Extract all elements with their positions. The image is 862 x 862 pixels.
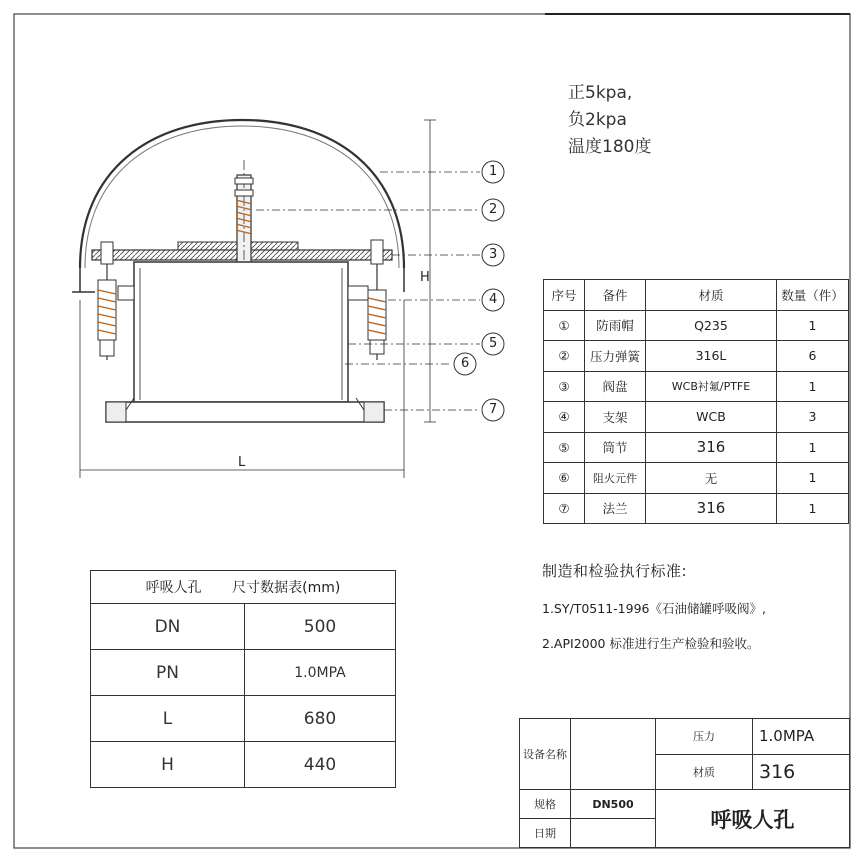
callout-4: 4 xyxy=(489,292,498,307)
header-part: 备件 xyxy=(585,280,646,311)
table-row xyxy=(91,742,396,788)
bottom-flange xyxy=(106,402,384,422)
dimension-key: PN xyxy=(91,650,245,696)
dimension-key: DN xyxy=(91,604,245,650)
callout-3: 3 xyxy=(489,247,498,262)
row-quantity: 6 xyxy=(777,341,849,372)
row-material: 316 xyxy=(646,432,777,463)
row-part: 支架 xyxy=(585,402,646,433)
dimension-value: 680 xyxy=(245,696,396,742)
dimension-key: L xyxy=(91,696,245,742)
row-seq: ② xyxy=(544,341,585,372)
row-part: 阻火元件 xyxy=(585,463,646,494)
row-material: 316L xyxy=(646,341,777,372)
row-seq: ① xyxy=(544,310,585,341)
row-part: 防雨帽 xyxy=(585,310,646,341)
table-row xyxy=(91,696,396,742)
row-part: 法兰 xyxy=(585,493,646,524)
row-material: WCB衬氟/PTFE xyxy=(646,371,777,402)
row-quantity: 1 xyxy=(777,432,849,463)
table-row xyxy=(91,604,396,650)
height-dimension-label: H xyxy=(420,270,430,285)
row-material: 无 xyxy=(646,463,777,494)
row-part: 压力弹簧 xyxy=(585,341,646,372)
spec-temperature: 温度180度 xyxy=(568,137,652,157)
parts-table-header xyxy=(544,280,849,311)
header-seq: 序号 xyxy=(544,280,585,311)
row-material: 316 xyxy=(646,493,777,524)
title-block xyxy=(519,718,850,848)
standards-line-1: 1.SY/T0511-1996《石油储罐呼吸阀》, xyxy=(542,601,766,616)
callout-5: 5 xyxy=(489,336,498,351)
material-value: 316 xyxy=(753,754,850,790)
header-quantity: 数量（件） xyxy=(777,280,849,311)
date-value xyxy=(571,819,656,848)
dimension-table xyxy=(90,570,396,788)
dimension-value: 500 xyxy=(245,604,396,650)
row-quantity: 1 xyxy=(777,371,849,402)
table-row xyxy=(544,341,849,372)
pressure-label: 压力 xyxy=(656,719,753,755)
table-row xyxy=(544,371,849,402)
row-quantity: 1 xyxy=(777,310,849,341)
table-row xyxy=(544,493,849,524)
table-row xyxy=(544,463,849,494)
row-seq: ⑤ xyxy=(544,432,585,463)
table-row xyxy=(91,650,396,696)
standards-line-2: 2.API2000 标准进行生产检验和验收。 xyxy=(542,636,760,651)
row-quantity: 1 xyxy=(777,493,849,524)
dimension-table-heading xyxy=(91,571,396,604)
row-quantity: 1 xyxy=(777,463,849,494)
spec-positive-pressure: 正5kpa, xyxy=(568,83,633,103)
row-seq: ⑥ xyxy=(544,463,585,494)
callout-7: 7 xyxy=(489,402,498,417)
dimension-value: 1.0MPA xyxy=(245,650,396,696)
table-row xyxy=(544,432,849,463)
row-material: WCB xyxy=(646,402,777,433)
spec-value: DN500 xyxy=(571,790,656,819)
length-dimension-label: L xyxy=(238,455,246,470)
dimension-value: 440 xyxy=(245,742,396,788)
device-name-label: 设备名称 xyxy=(520,719,571,790)
table-row xyxy=(544,310,849,341)
parts-table xyxy=(543,279,849,524)
device-name-value xyxy=(571,719,656,790)
row-part: 筒节 xyxy=(585,432,646,463)
standards-heading: 制造和检验执行标准: xyxy=(542,562,688,580)
header-material: 材质 xyxy=(646,280,777,311)
table-row xyxy=(544,402,849,433)
dimension-heading-left: 呼吸人孔 xyxy=(145,580,202,596)
callout-circles xyxy=(454,161,504,421)
row-quantity: 3 xyxy=(777,402,849,433)
callout-2: 2 xyxy=(489,202,498,217)
product-name: 呼吸人孔 xyxy=(656,790,850,848)
dimension-heading-right: 尺寸数据表(mm) xyxy=(232,580,341,596)
row-seq: ④ xyxy=(544,402,585,433)
date-label: 日期 xyxy=(520,819,571,848)
spec-negative-pressure: 负2kpa xyxy=(568,110,627,130)
callout-1: 1 xyxy=(489,164,498,179)
row-seq: ③ xyxy=(544,371,585,402)
material-label: 材质 xyxy=(656,754,753,790)
shell-cylinder xyxy=(134,262,348,402)
spec-label: 规格 xyxy=(520,790,571,819)
row-seq: ⑦ xyxy=(544,493,585,524)
dimension-table-header xyxy=(91,571,396,604)
dimension-key: H xyxy=(91,742,245,788)
row-part: 阀盘 xyxy=(585,371,646,402)
row-material: Q235 xyxy=(646,310,777,341)
pressure-value: 1.0MPA xyxy=(753,719,850,755)
callout-6: 6 xyxy=(461,356,470,371)
